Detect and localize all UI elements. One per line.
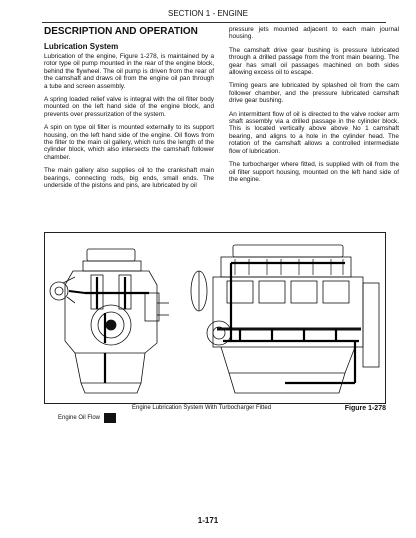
right-column (229, 26, 399, 189)
paragraph: Lubrication of the engine, Figure 1-278, is maintained by a rotor type oil pump mounted in the rear of the engine block, behind the flywheel. The oil pump is driven from the rear of the camshaft and draws oil from the engine oil pan through a tube and screen assembly. (44, 53, 214, 90)
left-column (44, 26, 214, 196)
paragraph: An intermittent flow of oil is directed to the valve rocker arm shaft assembly via a drilled passage in the cylinder block. This is located vertically above above No 1 camshaft bearing, and aligns to a hole in the cylinder head. The rotation of the camshaft allows a controlled intermediate flow of lubrication. (229, 110, 399, 155)
engine-side-view (191, 245, 379, 393)
engine-diagram (45, 233, 385, 403)
paragraph: pressure jets mounted adjacent to each main journal housing. (229, 26, 399, 41)
paragraph: The camshaft drive gear bushing is pressure lubricated through a drilled passage from the front main bearing. The gear has small oil passages machined on both sides allowing excess oil to escape. (229, 46, 399, 77)
paragraph: The turbocharger where fitted, is supplied with oil from the oil filter support housing, mounted on the left hand side of the engine. (229, 161, 399, 183)
figure-caption: Engine Lubrication System With Turbocharger Fitted (132, 405, 272, 411)
legend (58, 413, 116, 423)
engine-lubrication-figure (44, 232, 386, 404)
section-header: SECTION 1 - ENGINE (167, 9, 248, 18)
paragraph: Timing gears are lubricated by splashed oil from the cam follower chamber, and the pressure lubricated camshaft drive gear bushing. (229, 82, 399, 105)
legend-label: Engine Oil Flow (58, 415, 101, 421)
paragraph: The main gallery also supplies oil to the crankshaft main bearings, connecting rods, big ends, small ends. The underside of the pistons and pins, are lubricated by oil (44, 167, 214, 190)
paragraph: A spin on type oil filter is mounted externally to its support housing, on the left hand side of the engine. Oil flows from the filter to the main oil gallery, which runs the length of the cylinder block, which also intersects the camshaft follower chamber. (44, 124, 214, 161)
section-subtitle: Lubrication System (44, 42, 119, 51)
page-title: DESCRIPTION AND OPERATION (44, 26, 198, 37)
figure-reference: Figure 1-278 (344, 405, 386, 412)
engine-front-view (50, 249, 169, 393)
page-number: 1-171 (197, 516, 219, 525)
paragraph: A spring loaded relief valve is integral with the oil filter body mounted on the left hand side of the engine block, and prevents over pressurization of the system. (44, 96, 214, 118)
legend-oil-flow-swatch (104, 413, 116, 423)
header-rule (42, 22, 386, 23)
